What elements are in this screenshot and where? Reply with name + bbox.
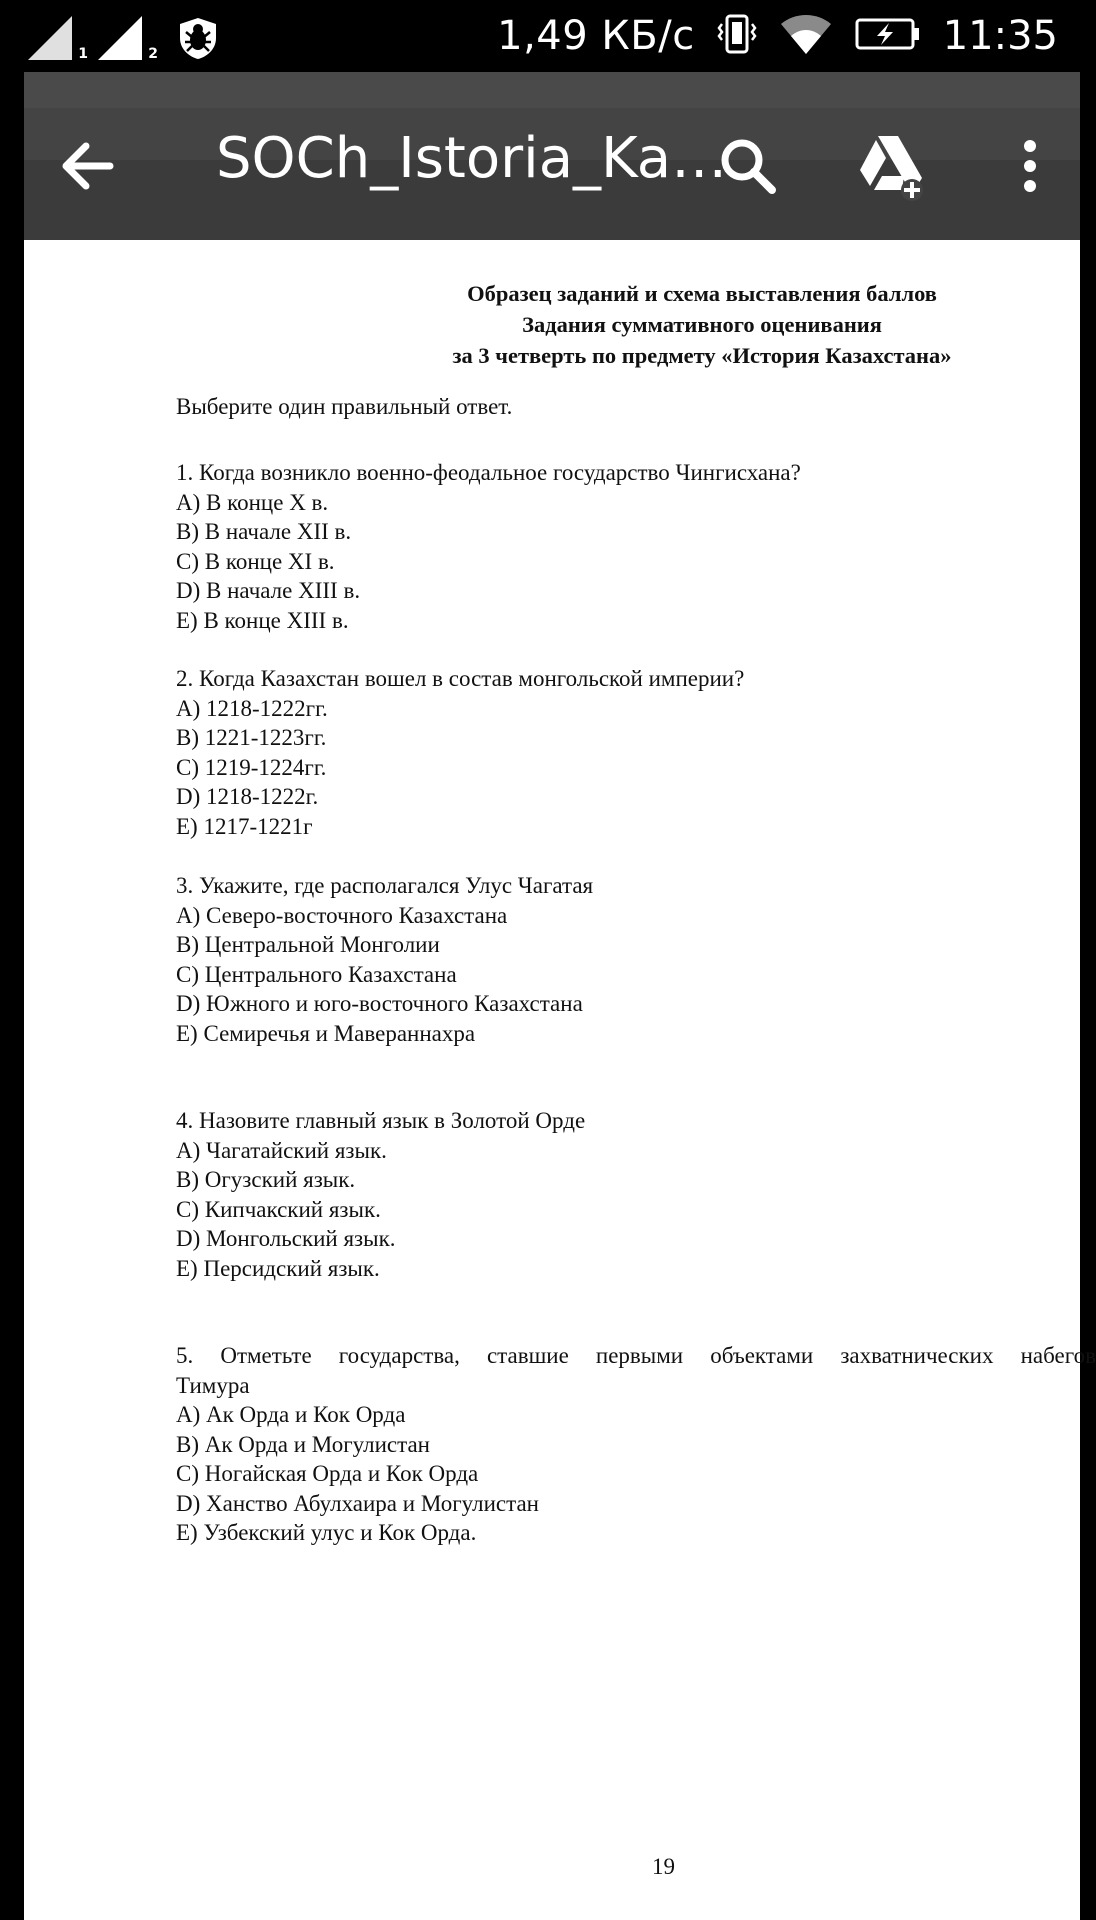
- more-options-button[interactable]: [1004, 130, 1056, 202]
- question-word: ставшие: [486, 1343, 569, 1368]
- answer-option: B) 1221-1223гг.: [176, 725, 327, 750]
- header-line-2: Задания суммативного оценивания: [522, 312, 882, 337]
- search-button[interactable]: [712, 130, 784, 202]
- document-header: [324, 278, 1080, 371]
- question-word: объектами: [710, 1343, 814, 1368]
- app-bar: [24, 108, 1080, 240]
- header-line-1: Образец заданий и схема выставления баллов: [467, 281, 937, 306]
- answer-option: D) В начале XIII в.: [176, 578, 361, 603]
- question-text: 1. Когда возникло военно-феодальное государство Чингисхана?: [176, 460, 801, 485]
- question-text: 4. Назовите главный язык в Золотой Орде: [176, 1108, 586, 1133]
- question-5: [176, 1341, 1096, 1548]
- antivirus-spider-icon: [176, 16, 220, 60]
- answer-option: B) Ак Орда и Могулистан: [176, 1431, 430, 1457]
- back-arrow-icon: [52, 130, 124, 202]
- sim1-label: 1: [78, 46, 88, 62]
- answer-option: D) 1218-1222г.: [176, 784, 319, 809]
- answer-option: E) Персидский язык.: [176, 1255, 380, 1281]
- answer-option: C) Кипчакский язык.: [176, 1196, 381, 1222]
- question-word: Отметьте: [220, 1343, 312, 1368]
- answer-option: D) Монгольский язык.: [176, 1226, 396, 1251]
- add-to-drive-button[interactable]: [852, 130, 932, 202]
- drive-add-icon: [852, 130, 932, 202]
- answer-option: D) Южного и юго-восточного Казахстана: [176, 991, 583, 1016]
- answer-option: E) 1217-1221г: [176, 813, 313, 839]
- back-button[interactable]: [52, 130, 124, 202]
- question-text-continuation: Тимура: [176, 1372, 250, 1398]
- question-word: захватнических: [840, 1343, 994, 1368]
- header-line-3: за 3 четверть по предмету «История Казахстана»: [452, 343, 952, 368]
- question-word: государства,: [338, 1343, 460, 1368]
- document-page[interactable]: [24, 240, 1096, 1920]
- status-bar: [0, 0, 1080, 72]
- answer-option: A) Чагатайский язык.: [176, 1137, 387, 1163]
- question-word: первыми: [595, 1343, 684, 1368]
- search-icon: [712, 130, 784, 202]
- answer-option: B) В начале XII в.: [176, 519, 352, 544]
- answer-option: C) В конце XI в.: [176, 548, 335, 574]
- answer-option: C) Центрального Казахстана: [176, 961, 457, 987]
- answer-option: E) Семиречья и Мавераннахра: [176, 1020, 476, 1046]
- answer-option: E) Узбекский улус и Кок Орда.: [176, 1520, 477, 1545]
- question-word: 5.: [176, 1343, 194, 1368]
- page-number: 19: [652, 1854, 675, 1879]
- answer-option: A) 1218-1222гг.: [176, 695, 328, 721]
- document-title: SOCh_Istoria_Ka…: [216, 126, 728, 191]
- app-bar-top-strip: [24, 72, 1080, 108]
- question-text: [176, 1341, 1096, 1371]
- question-2: [176, 664, 1096, 841]
- answer-option: A) В конце X в.: [176, 489, 329, 515]
- wifi-icon: [779, 12, 833, 60]
- answer-option: C) 1219-1224гг.: [176, 754, 327, 780]
- answer-option: A) Северо-восточного Казахстана: [176, 902, 508, 928]
- question-3: [176, 871, 1096, 1048]
- network-speed: 1,49 КБ/с: [497, 13, 695, 59]
- answer-option: C) Ногайская Орда и Кок Орда: [176, 1461, 479, 1486]
- answer-option: E) В конце XIII в.: [176, 607, 349, 633]
- answer-option: D) Ханство Абулхаира и Могулистан: [176, 1490, 539, 1516]
- answer-option: A) Ак Орда и Кок Орда: [176, 1402, 406, 1427]
- instruction-text: Выберите один правильный ответ.: [176, 394, 513, 419]
- question-1: [176, 458, 1096, 635]
- signal-sim2-icon: [98, 16, 158, 62]
- vibrate-icon: [717, 12, 757, 60]
- question-text: 3. Укажите, где располагался Улус Чагатая: [176, 873, 594, 898]
- signal-sim1-icon: [28, 16, 88, 62]
- more-vert-icon: [1004, 130, 1056, 202]
- battery-charging-icon: [855, 16, 921, 56]
- question-word: набегов: [1020, 1343, 1096, 1368]
- clock: 11:35: [942, 13, 1058, 59]
- question-4: [176, 1106, 1096, 1283]
- question-text: 2. Когда Казахстан вошел в состав монгольской империи?: [176, 666, 745, 691]
- sim2-label: 2: [148, 46, 158, 62]
- answer-option: B) Центральной Монголии: [176, 932, 440, 957]
- answer-option: B) Огузский язык.: [176, 1167, 356, 1192]
